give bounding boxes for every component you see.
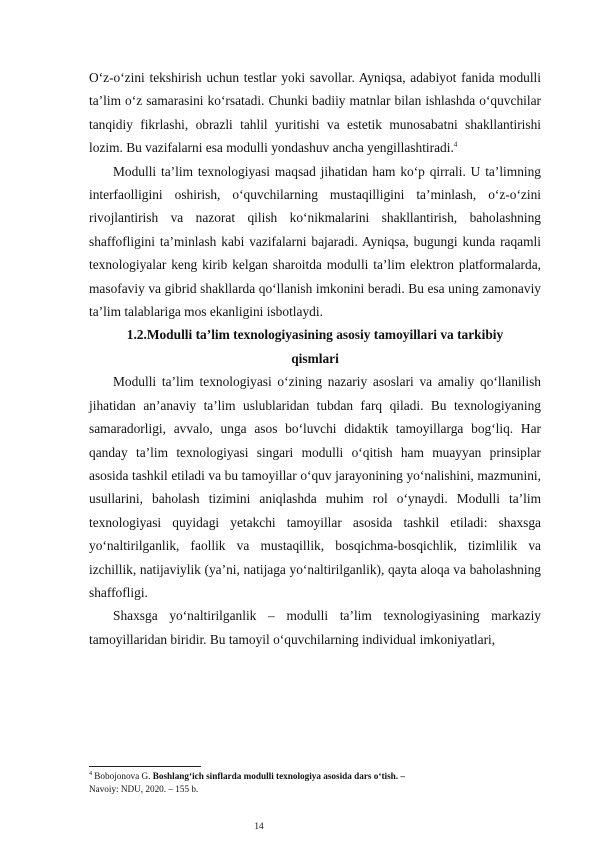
footnote bbox=[89, 770, 541, 795]
section-heading: 1.2.Modulli ta’lim texnologiyasining asosiy tamoyillari va tarkibiy qismlari bbox=[126, 327, 504, 366]
footnote-number: 4 bbox=[89, 770, 92, 777]
paragraph-3: Modulli ta’lim texnologiyasi o‘zining nazariy asoslari va amaliy qo‘llanilish jihatidan an’anaviy ta’lim uslublaridan tubdan farq qiladi. Bu texnologiyaning samaradorligi, avvalo, unga asos bo‘luvchi didaktik tamoyillarga bog‘liq. Har qanday ta’lim texnologiyasi singari modulli o‘qitish ham muayyan prinsiplar asosida tashkil etiladi va bu tamoyillar o‘quv jarayonining yo‘nalishini, mazmunini, usullarini, baholash tizimini aniqlashda muhim rol o‘ynaydi. Modulli ta’lim texnologiyasi quyidagi yetakchi tamoyillar asosida tashkil etiladi: shaxsga yo‘naltirilganlik, faollik va mustaqillik, bosqichma-bosqichlik, tizimlilik va izchillik, natijaviylik (ya’ni, natijaga yo‘naltirilganlik), qayta aloqa va baholashning shaffofligi. bbox=[89, 374, 541, 600]
footnote-divider bbox=[89, 766, 201, 767]
paragraph-2: Modulli ta’lim texnologiyasi maqsad jihatidan ham ko‘p qirrali. U ta’limning interfaolligini oshirish, o‘quvchilarning mustaqilligini ta’minlash, o‘z-o‘zini rivojlantirish va nazorat qilish ko‘nikmalarini shakllantirish, baholashning shaffofligini ta’minlash kabi vazifalarni bajaradi. Ayniqsa, bugungi kunda raqamli texnologiyalar keng kirib kelgan sharoitda modulli ta’lim elektron platformalarda, masofaviy va gibrid shakllarda qo‘llanish imkonini beradi. Bu esa uning zamonaviy ta’lim talablariga mos ekanligini isbotlaydi. bbox=[89, 163, 541, 320]
page-number: 14 bbox=[254, 821, 264, 831]
paragraph-1 bbox=[89, 66, 541, 160]
footnote-title: Boshlang‘ich sinflarda modulli texnologiya asosida dars o‘tish. – bbox=[152, 771, 405, 781]
paragraph-1-text: O‘z-o‘zini tekshirish uchun testlar yoki savollar. Ayniqsa, adabiyot fanida modulli ta’lim o‘z samarasini ko‘rsatadi. Chunki badiiy matnlar bilan ishlashda o‘quvchilar tanqidiy fikrlashi, obrazli tahlil yuritishi va estetik munosabatni shakllantirishi lozim. Bu vazifalarni esa modulli yondashuv ancha yengillashtiradi. bbox=[89, 70, 541, 156]
body-text bbox=[89, 66, 541, 651]
footnote-reference: 4 bbox=[453, 140, 458, 149]
footnote-author: Bobojonova G. bbox=[94, 771, 151, 781]
footnote-publication: Navoiy: NDU, 2020. – 155 b. bbox=[89, 783, 199, 794]
paragraph-4: Shaxsga yo‘naltirilganlik – modulli ta’lim texnologiyasining markaziy tamoyillaridan biridir. Bu tamoyil o‘quvchilarning individual imkoniyatlari, bbox=[89, 608, 541, 647]
